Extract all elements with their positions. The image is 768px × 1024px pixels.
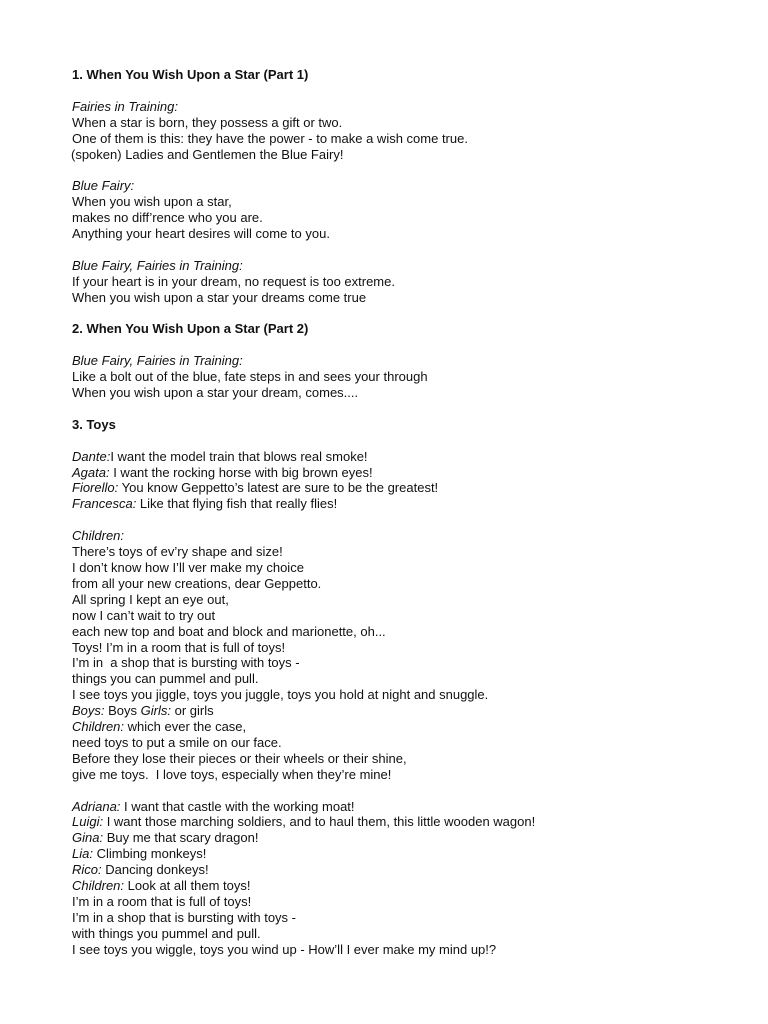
speaker-label: Blue Fairy: [72, 178, 135, 194]
dialogue-line [72, 465, 712, 481]
lyric-line: I see toys you jiggle, toys you juggle, toys you hold at night and snuggle. [72, 687, 489, 703]
dialogue-line [72, 719, 712, 735]
lyric-line: with things you pummel and pull. [72, 925, 261, 941]
dialogue-text: Buy me that scary dragon! [103, 830, 259, 846]
spacer [72, 162, 712, 178]
spacer [72, 83, 712, 99]
dialogue-text: You know Geppetto’s latest are sure to be the greatest! [118, 480, 439, 496]
lyric-line: (spoken) Ladies and Gentlemen the Blue Fairy! [71, 146, 344, 162]
section-heading: 2. When You Wish Upon a Star (Part 2) [72, 321, 309, 337]
lyric-line: When you wish upon a star your dream, comes.... [72, 385, 359, 401]
dialogue-line [72, 846, 712, 862]
lyric-line: I don’t know how I’ll ver make my choice [72, 559, 304, 575]
lyric-line: Anything your heart desires will come to you. [72, 226, 330, 242]
speaker-label: Lia: [72, 846, 93, 862]
speaker-label: Adriana: [72, 798, 121, 814]
speaker-label: Boys: [72, 703, 105, 719]
dialogue-line [72, 480, 712, 496]
lyric-line: All spring I kept an eye out, [72, 591, 229, 607]
dialogue-text: which ever the case, [124, 719, 247, 735]
lyric-line: now I can’t wait to try out [72, 607, 216, 623]
lyric-line: makes no diff’rence who you are. [72, 210, 263, 226]
section-heading: 3. Toys [72, 416, 116, 432]
lyric-line: from all your new creations, dear Geppetto. [72, 575, 322, 591]
spacer [72, 401, 712, 417]
speaker-label: Children: [72, 719, 125, 735]
spacer [72, 512, 712, 528]
dialogue-text: Boys [104, 703, 141, 719]
lyric-line: I’m in a shop that is bursting with toys - [72, 655, 300, 671]
speaker-label: Agata: [72, 464, 110, 480]
lyrics-content [72, 67, 712, 958]
speaker-label: Blue Fairy, Fairies in Training: [72, 257, 243, 273]
speaker-label: Dante: [72, 448, 111, 464]
lyric-line: There’s toys of ev’ry shape and size! [72, 544, 283, 560]
lyric-line: give me toys. I love toys, especially when they’re mine! [72, 766, 392, 782]
dialogue-line [72, 862, 712, 878]
dialogue-text: Like that flying fish that really flies! [136, 496, 338, 512]
dialogue-line [72, 449, 712, 465]
dialogue-text: Climbing monkeys! [92, 846, 207, 862]
dialogue-text: I want the rocking horse with big brown eyes! [109, 464, 373, 480]
speaker-label: Francesca: [72, 496, 137, 512]
lyric-line: Before they lose their pieces or their wheels or their shine, [72, 750, 407, 766]
speaker-label: Children: [72, 878, 125, 894]
lyric-line: When you wish upon a star, [72, 194, 232, 210]
dialogue-text: I want those marching soldiers, and to haul them, this little wooden wagon! [103, 814, 536, 830]
dialogue-text: I want that castle with the working moat! [120, 798, 355, 814]
lyric-line: things you can pummel and pull. [72, 671, 259, 687]
spacer [72, 242, 712, 258]
lyric-line: When you wish upon a star your dreams come true [72, 289, 367, 305]
spacer [72, 433, 712, 449]
lyric-line: If your heart is in your dream, no request is too extreme. [72, 273, 395, 289]
speaker-label: Girls: [140, 703, 171, 719]
lyric-line: Like a bolt out of the blue, fate steps in and sees your through [72, 369, 428, 385]
spacer [72, 306, 712, 322]
dialogue-line [72, 814, 712, 830]
dialogue-line [72, 878, 712, 894]
lyric-line: need toys to put a smile on our face. [72, 734, 282, 750]
speaker-label: Children: [72, 528, 125, 544]
lyric-line: each new top and boat and block and marionette, oh... [72, 623, 386, 639]
lyric-line: Toys! I’m in a room that is full of toys! [72, 639, 286, 655]
lyric-line: One of them is this: they have the power - to make a wish come true. [72, 130, 468, 146]
dialogue-line [72, 496, 712, 512]
dialogue-line [72, 830, 712, 846]
speaker-label: Luigi: [72, 814, 104, 830]
dialogue-text: or girls [170, 703, 214, 719]
spacer [72, 337, 712, 353]
dialogue-text: I want the model train that blows real smoke! [110, 448, 368, 464]
lyric-line: I’m in a room that is full of toys! [72, 893, 252, 909]
spacer [72, 783, 712, 799]
lyric-line: I’m in a shop that is bursting with toys - [72, 909, 296, 925]
speaker-label: Rico: [72, 862, 102, 878]
section-heading: 1. When You Wish Upon a Star (Part 1) [72, 67, 309, 82]
dialogue-text: Dancing donkeys! [101, 862, 209, 878]
speaker-label: Fairies in Training: [72, 98, 178, 114]
lyric-line: When a star is born, they possess a gift or two. [72, 114, 343, 130]
lyric-line: I see toys you wiggle, toys you wind up - How’ll I ever make my mind up!? [72, 941, 497, 957]
dialogue-line [72, 799, 712, 815]
speaker-label: Blue Fairy, Fairies in Training: [72, 353, 243, 369]
dialogue-text: Look at all them toys! [124, 878, 251, 894]
dialogue-line [72, 703, 712, 719]
speaker-label: Fiorello: [72, 480, 119, 496]
speaker-label: Gina: [72, 830, 104, 846]
